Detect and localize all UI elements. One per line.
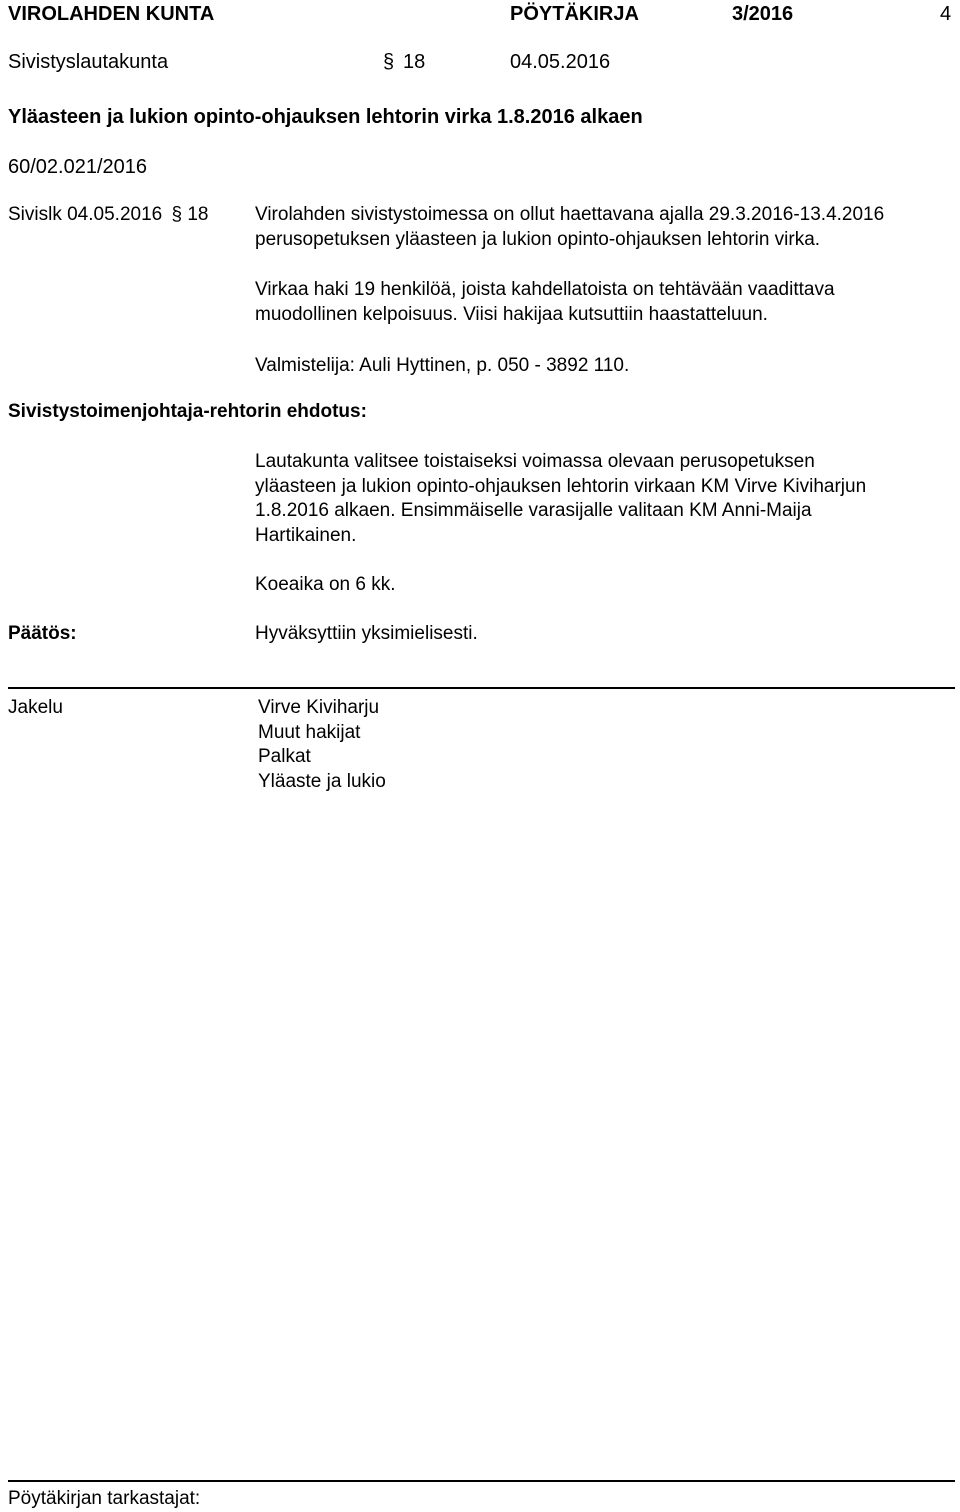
reference-section-symbol: § [171, 204, 183, 225]
distribution-recipient: Palkat [258, 746, 311, 767]
proposal-line: yläasteen ja lukion opinto-ohjauksen lehtorin virkaan KM Virve Kiviharjun [255, 475, 867, 497]
applicants-line: muodollinen kelpoisuus. Viisi hakijaa kutsuttiin haastatteluun. [255, 303, 768, 325]
applicants-line: Virkaa haki 19 henkilöä, joista kahdellatoista on tehtävään vaadittava [255, 279, 835, 300]
distribution-list [258, 696, 386, 794]
proposal-line: 1.8.2016 alkaen. Ensimmäiselle varasijalle valitaan KM Anni-Maija [255, 500, 812, 521]
proposal-label: Sivistystoimenjohtaja-rehtorin ehdotus: [8, 401, 367, 422]
proposal-line: Hartikainen. [255, 524, 357, 546]
distribution-recipient: Muut hakijat [258, 721, 361, 743]
distribution-label: Jakelu [8, 697, 63, 718]
distribution-recipient: Yläaste ja lukio [258, 770, 386, 792]
section-symbol: § [383, 51, 395, 73]
proposal-paragraph [255, 450, 866, 548]
organization-name: VIROLAHDEN KUNTA [8, 3, 215, 25]
issue-number: 3/2016 [732, 3, 794, 25]
preparer-info: Valmistelija: Auli Hyttinen, p. 050 - 3892 110. [255, 355, 630, 376]
probation-text: Koeaika on 6 kk. [255, 574, 396, 595]
decision-label: Päätös: [8, 623, 77, 644]
meeting-date: 04.05.2016 [510, 51, 611, 73]
decision-text: Hyväksyttiin yksimielisesti. [255, 623, 478, 644]
intro-paragraph [255, 203, 884, 252]
intro-line: Virolahden sivistystoimessa on ollut haettavana ajalla 29.3.2016-13.4.2016 [255, 204, 885, 225]
distribution-divider [8, 687, 955, 689]
intro-line: perusopetuksen yläasteen ja lukion opinto-ohjauksen lehtorin virka. [255, 228, 821, 250]
reference-label: Sivislk 04.05.2016 [8, 204, 163, 225]
committee-name: Sivistyslautakunta [8, 51, 169, 73]
distribution-recipient: Virve Kiviharju [258, 697, 380, 718]
reference-section-number: 18 [187, 204, 209, 225]
document-type: PÖYTÄKIRJA [510, 3, 639, 25]
proposal-line: Lautakunta valitsee toistaiseksi voimassa olevaan perusopetuksen [255, 451, 815, 472]
section-number: 18 [403, 51, 426, 73]
footer-divider [8, 1480, 955, 1482]
footer-label: Pöytäkirjan tarkastajat: [8, 1488, 201, 1509]
record-number: 60/02.021/2016 [8, 156, 148, 178]
page-title: Yläasteen ja lukion opinto-ohjauksen lehtorin virka 1.8.2016 alkaen [8, 106, 643, 128]
page-number: 4 [940, 3, 952, 25]
reference-line [8, 203, 209, 228]
applicants-paragraph [255, 278, 835, 327]
